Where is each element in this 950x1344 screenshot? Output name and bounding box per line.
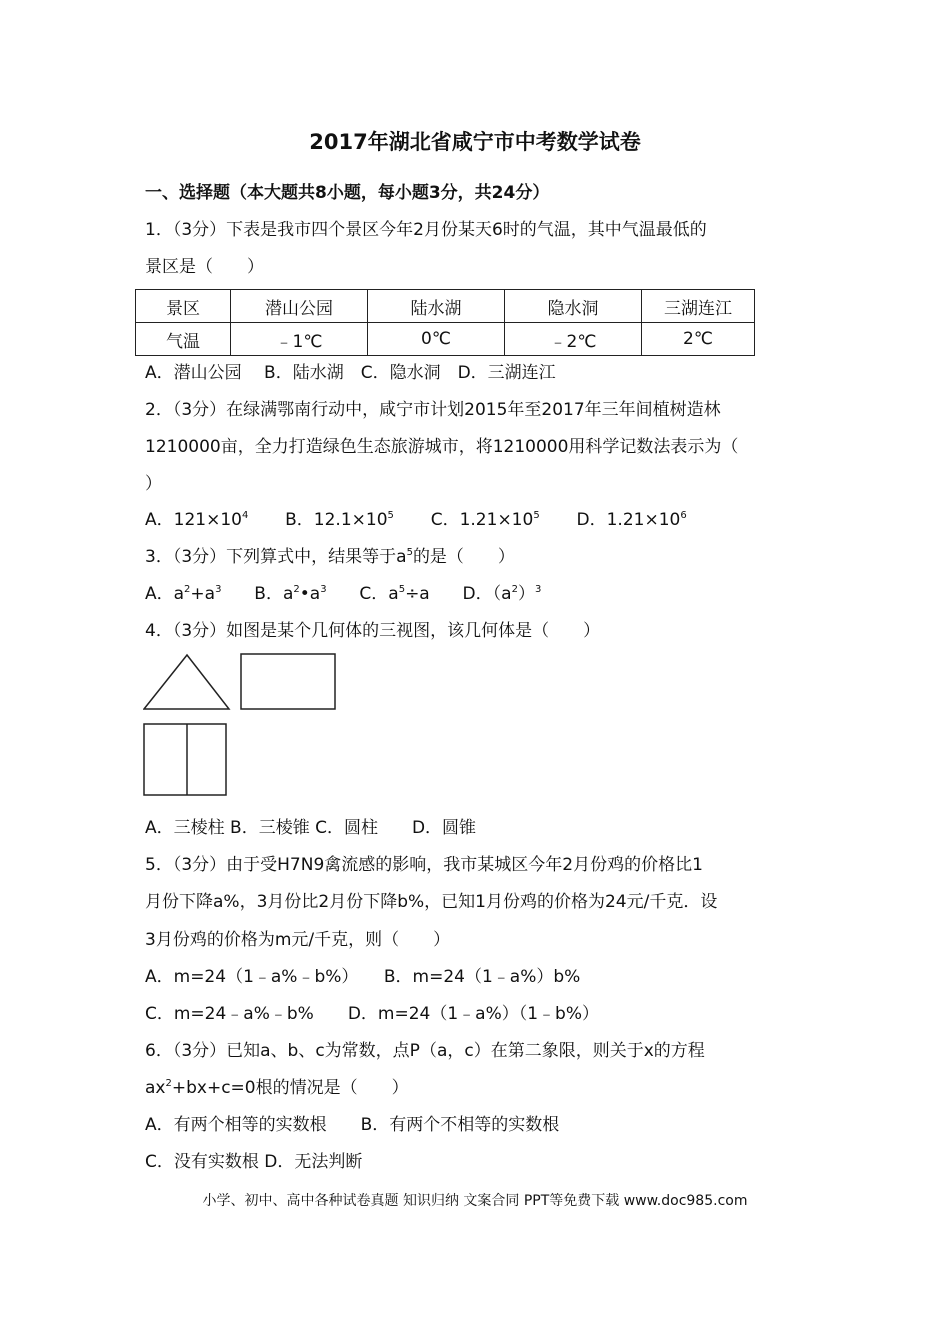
question-1-options: A．潜山公园 B．陆水湖 C．隐水洞 D．三湖连江 xyxy=(145,363,556,383)
option-b: B．12.1×10 xyxy=(285,510,388,530)
temperature-table xyxy=(135,289,755,356)
question-5-options-ab: A．m=24（1﹣a%﹣b%） B．m=24（1﹣a%）b% xyxy=(145,967,581,987)
page-title: 2017年湖北省咸宁市中考数学试卷 xyxy=(309,130,641,154)
side-view-rectangle xyxy=(240,653,338,711)
equation-end: +bx+c=0根的情况是（ ） xyxy=(171,1078,409,1098)
table-cell: 三湖连江 xyxy=(642,290,755,323)
top-view-rectangle xyxy=(143,723,229,797)
table-row xyxy=(136,290,755,323)
option-d: D．$(a^2)^3$ xyxy=(462,584,542,604)
table-cell: 潜山公园 xyxy=(231,290,368,323)
table-cell: 景区 xyxy=(136,290,231,323)
question-2-text-cont: 1210000亩，全力打造绿色生态旅游城市，将1210000用科学记数法表示为（ xyxy=(145,437,739,457)
option-c: C．$a^5\div a$ xyxy=(359,584,430,604)
exponent: 2 xyxy=(165,1078,172,1089)
table-cell: 2℃ xyxy=(642,323,755,356)
exponent: 4 xyxy=(241,510,249,521)
question-3-stem: 3．（3分）下列算式中，结果等于a xyxy=(145,547,407,567)
table-cell: 陆水湖 xyxy=(368,290,505,323)
question-4-text: 4．（3分）如图是某个几何体的三视图，该几何体是（ ） xyxy=(145,621,601,641)
question-1-text: 1．（3分）下表是我市四个景区今年2月份某天6时的气温，其中气温最低的 xyxy=(145,220,707,240)
exponent: 5 xyxy=(387,510,394,521)
question-6-text-cont xyxy=(145,1077,409,1099)
option-a: A．$a^2+a^3$ xyxy=(145,584,222,604)
question-5-options-cd: C．m=24﹣a%﹣b% D．m=24（1﹣a%）（1﹣b%） xyxy=(145,1004,599,1024)
option-c: C．1.21×10 xyxy=(430,510,534,530)
table-row xyxy=(136,323,755,356)
question-6-options-ab: A．有两个相等的实数根 B．有两个不相等的实数根 xyxy=(145,1115,560,1135)
question-2-text: 2．（3分）在绿满鄂南行动中，咸宁市计划2015年至2017年三年间植树造林 xyxy=(145,400,721,420)
section-heading: 一、选择题（本大题共8小题，每小题3分，共24分） xyxy=(145,183,550,203)
question-2-options xyxy=(145,509,687,531)
question-5-text-cont: 月份下降a%，3月份比2月份下降b%，已知1月份鸡的价格为24元/千克．设 xyxy=(145,892,718,912)
question-4-options: A．三棱柱 B．三棱锥 C．圆柱 D．圆锥 xyxy=(145,818,477,838)
option-a: A．121×10 xyxy=(145,510,242,530)
question-6-text: 6．（3分）已知a、b、c为常数，点P（a，c）在第二象限，则关于x的方程 xyxy=(145,1041,705,1061)
question-3-stem-end: 的是（ ） xyxy=(412,547,515,567)
exponent: 6 xyxy=(680,510,687,521)
footer-text: 小学、初中、高中各种试卷真题 知识归纳 文案合同 PPT等免费下载 www.doc985.com xyxy=(202,1193,748,1209)
table-cell: ﹣2℃ xyxy=(505,323,642,356)
equation-start: ax xyxy=(145,1078,166,1098)
table-cell: ﹣1℃ xyxy=(231,323,368,356)
table-cell: 隐水洞 xyxy=(505,290,642,323)
option-b: B．$a^2•a^3$ xyxy=(254,584,327,604)
question-3-options xyxy=(145,583,541,605)
front-view-triangle xyxy=(143,653,233,711)
question-3-text xyxy=(145,546,515,568)
question-5-text: 5．（3分）由于受H7N9禽流感的影响，我市某城区今年2月份鸡的价格比1 xyxy=(145,855,703,875)
question-6-options-cd: C．没有实数根 D．无法判断 xyxy=(145,1152,363,1172)
question-5-text-end: 3月份鸡的价格为m元/千克，则（ ） xyxy=(145,930,451,950)
option-d: D．1.21×10 xyxy=(576,510,681,530)
exponent: 5 xyxy=(533,510,540,521)
question-1-text-cont: 景区是（ ） xyxy=(145,257,264,277)
table-cell: 气温 xyxy=(136,323,231,356)
exponent: 5 xyxy=(406,547,413,558)
table-cell: 0℃ xyxy=(368,323,505,356)
question-2-text-end: ） xyxy=(145,474,162,494)
